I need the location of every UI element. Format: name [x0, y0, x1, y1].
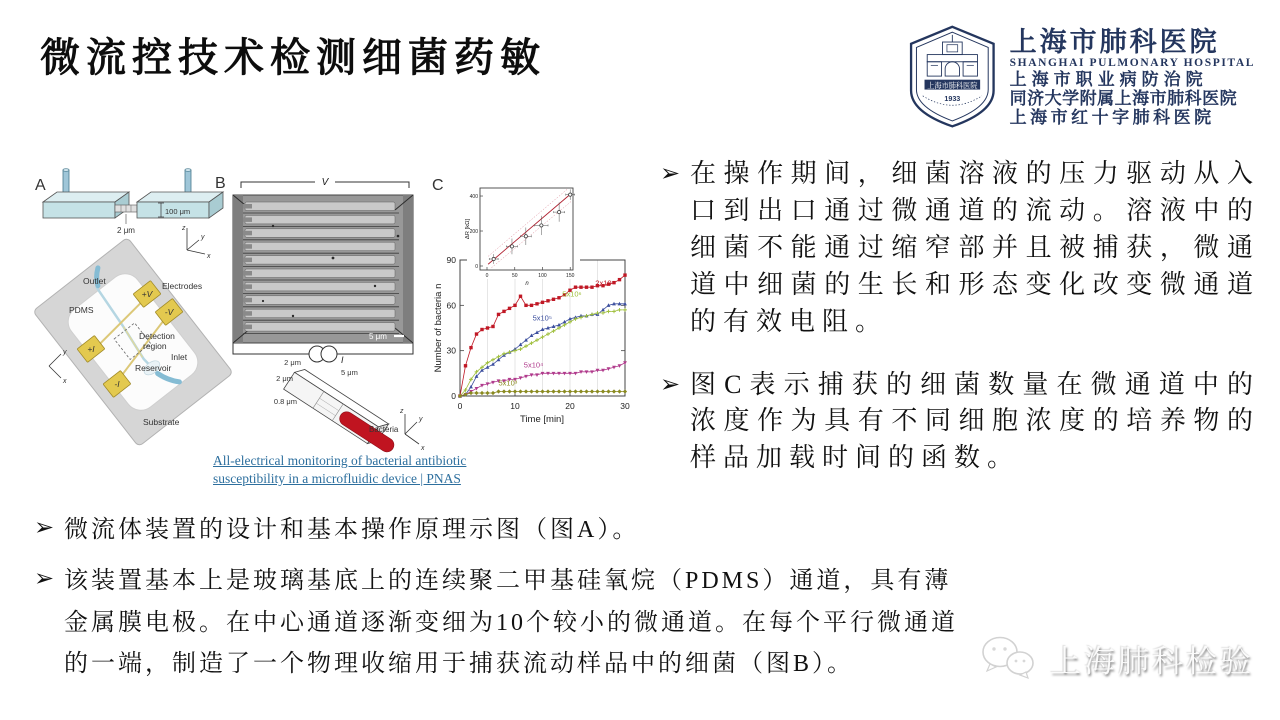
detection-label: Detection: [139, 331, 175, 341]
svg-text:50: 50: [511, 273, 518, 279]
bullet-item: [34, 510, 1044, 551]
plusV-label: +V: [141, 289, 153, 299]
svg-text:0: 0: [475, 263, 478, 270]
panel-a-axes-2d: [49, 354, 61, 378]
panel-a-chip: [33, 237, 233, 446]
pdms-label: PDMS: [69, 305, 94, 315]
shield-year: 1933: [944, 95, 961, 104]
panel-a-figure: [33, 166, 237, 458]
minusI-label: -I: [114, 379, 120, 389]
panel-a-dim-channel: 2 μm: [117, 226, 135, 235]
svg-text:400: 400: [469, 193, 478, 200]
wechat-bubbles-icon: [978, 630, 1040, 686]
current-label: I: [341, 355, 344, 365]
svg-text:0: 0: [485, 273, 489, 279]
bullet-item: [660, 156, 1260, 341]
arrow-bullet-icon: ➢: [34, 515, 55, 541]
scalebar-label: 5 μm: [369, 332, 387, 341]
hospital-line4: 同济大学附属上海市肺科医院: [1009, 89, 1238, 109]
svg-text:200: 200: [469, 228, 478, 235]
electrodes-label: Electrodes: [162, 281, 203, 291]
svg-text:100: 100: [538, 273, 547, 279]
arrow-bullet-icon: ➢: [660, 371, 681, 398]
resistance-inset-chart: [465, 177, 580, 287]
b-axis-x: x: [421, 445, 425, 452]
chip-axis-y: y: [63, 349, 67, 356]
substrate-label: Substrate: [143, 417, 180, 427]
svg-text:30: 30: [446, 345, 456, 356]
outlet-label: Outlet: [83, 276, 106, 286]
detection-region-label: region: [143, 341, 167, 351]
panel-b-axes: [405, 414, 419, 444]
inlet-label: Inlet: [171, 352, 188, 362]
bacteria-time-chart: [433, 255, 630, 425]
svg-text:2x10⁷: 2x10⁷: [595, 278, 615, 288]
constriction-schematic: [284, 366, 403, 457]
dim-2um-b: 2 μm: [276, 374, 293, 383]
slide-title: 微流控技术检测细菌药敏: [40, 35, 546, 80]
svg-text:5x10⁶: 5x10⁶: [562, 289, 582, 299]
b-axis-z: z: [400, 408, 404, 415]
svg-text:90: 90: [446, 255, 456, 265]
hospital-logo-text: [1010, 27, 1255, 127]
hospital-logo: [903, 16, 1255, 138]
bullet-item: [660, 367, 1260, 478]
panel-a-dim-height: 100 μm: [165, 207, 191, 216]
plusI-label: +I: [87, 344, 95, 354]
bacteria-label: Bacteria: [369, 425, 399, 434]
micrograph: [233, 195, 413, 343]
svg-text:10: 10: [510, 401, 520, 411]
reservoir-label: Reservoir: [135, 363, 172, 373]
panel-c-label: C: [432, 177, 444, 194]
voltage-label: V: [321, 177, 329, 188]
svg-text:5x10⁴: 5x10⁴: [523, 360, 544, 370]
watermark-text: 上海肺科检验: [1050, 643, 1254, 679]
hospital-name-cn: 上海市肺科医院: [1009, 26, 1220, 57]
bullet-text: 在操作期间，细菌溶液的压力驱动从入口到出口通过微通道的流动。溶液中的细菌不能通过缩窄部并且被捕获，微通道中细菌的生长和形态变化改变微通道的有效电阻。: [690, 159, 1260, 336]
bullet-list-right: [660, 156, 1260, 503]
bullet-item: [34, 561, 1044, 685]
svg-text:30: 30: [620, 401, 630, 411]
panel-b-figure: [213, 166, 435, 462]
panel-a-axes-3d: [187, 228, 205, 254]
hospital-shield-icon: [903, 18, 1002, 136]
panel-a-label: A: [35, 177, 46, 194]
panel-c-chart: [430, 166, 642, 462]
arrow-bullet-icon: ➢: [34, 566, 55, 593]
arrow-bullet-icon: ➢: [660, 161, 681, 187]
hospital-line3: 上海市职业病防治院: [1009, 70, 1208, 89]
svg-text:Number of bacteria n: Number of bacteria n: [433, 283, 444, 373]
shield-text: 上海市肺科医院: [927, 81, 978, 90]
minusV-label: -V: [164, 307, 174, 317]
svg-text:5x10⁵: 5x10⁵: [532, 313, 552, 323]
bullet-list-bottom: [34, 510, 1044, 695]
svg-text:ΔR [kΩ]: ΔR [kΩ]: [465, 218, 471, 240]
dim-5um: 5 μm: [341, 368, 358, 377]
bullet-text: 微流体装置的设计和基本操作原理示图（图A）。: [64, 517, 640, 543]
pnas-link-line2[interactable]: susceptibility in a microfluidic device | PNAS: [213, 470, 461, 486]
chip-axis-x: x: [63, 378, 67, 385]
svg-text:20: 20: [565, 401, 575, 411]
svg-text:0: 0: [457, 401, 463, 411]
axis-x-label: x: [207, 253, 211, 260]
axis-y-label: y: [201, 234, 205, 241]
svg-text:5x10³: 5x10³: [498, 378, 518, 388]
svg-text:60: 60: [446, 300, 456, 311]
svg-text:Time [min]: Time [min]: [520, 414, 564, 425]
b-axis-y: y: [419, 416, 423, 423]
panel-b-label: B: [215, 175, 226, 192]
axis-z-label: z: [182, 225, 186, 232]
hospital-name-en: SHANGHAI PULMONARY HOSPITAL: [1009, 57, 1255, 70]
svg-text:0: 0: [451, 391, 456, 401]
hospital-line5: 上海市红十字肺科医院: [1009, 108, 1215, 128]
svg-text:150: 150: [566, 273, 575, 279]
pnas-link-line1[interactable]: All-electrical monitoring of bacterial antibiotic: [213, 453, 467, 468]
pnas-link[interactable]: [213, 452, 466, 488]
bullet-text: 该装置基本上是玻璃基底上的连续聚二甲基硅氧烷（PDMS）通道，具有薄金属膜电极。在中心通道逐渐变细为10个较小的微通道。在每个平行微通道的一端，制造了一个物理收缩用于捕获流动样品中的细菌（图B）。: [64, 568, 958, 677]
dim-2um-a: 2 μm: [284, 358, 301, 367]
dim-08um: 0.8 μm: [273, 397, 297, 406]
svg-text:n: n: [525, 281, 529, 287]
bullet-text: 图C表示捕获的细菌数量在微通道中的浓度作为具有不同细胞浓度的培养物的样品加载时间的函数。: [690, 369, 1260, 473]
wechat-watermark: [978, 630, 1254, 686]
